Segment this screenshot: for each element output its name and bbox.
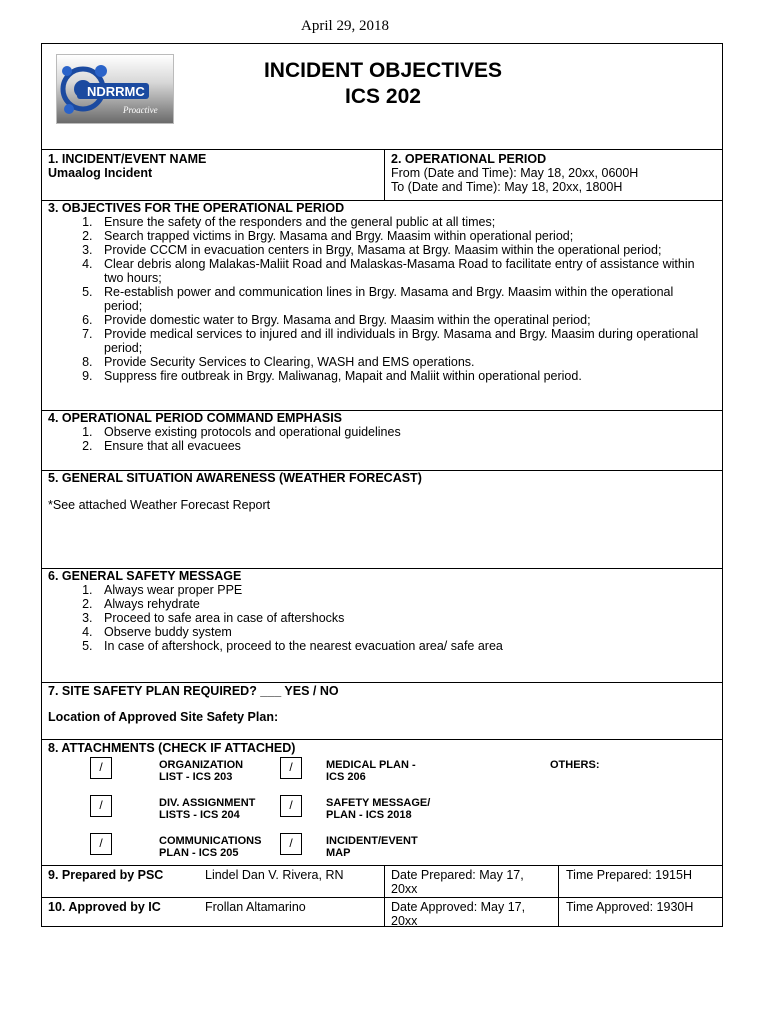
medical-plan-checkbox[interactable]: / [280,757,302,779]
time-approved: Time Approved: 1930H [566,900,694,914]
safety-message-item: 2. Always rehydrate [96,597,702,611]
incident-name-field [48,152,206,180]
incident-map-checkbox[interactable]: / [280,833,302,855]
logo-subtext: Proactive [123,105,158,115]
ndrrmc-logo [56,54,174,124]
div-assignment-line-1: DIV. ASSIGNMENT [159,797,256,809]
div-assignment-label [159,797,255,821]
date-prepared: Date Prepared: May 17, 20xx [391,868,524,896]
safety-message-list [42,583,702,653]
org-list-line-2: LIST - ICS 203 [159,771,233,783]
objectives-list [42,215,702,383]
safety-message-checkbox[interactable]: / [280,795,302,817]
objective-item: 7. Provide medical services to injured and ill individuals in Brgy. Masama and Brgy. Maasim during operational period; [96,327,702,355]
weather-forecast-note: *See attached Weather Forecast Report [48,498,271,512]
safety-message-attach-label [326,797,430,821]
document-date: April 29, 2018 [301,18,389,34]
safety-attach-line-1: SAFETY MESSAGE/ [326,797,431,809]
title-line-2: ICS 202 [345,85,421,108]
medical-plan-line-1: MEDICAL PLAN - [326,759,416,771]
operational-period-to: To (Date and Time): May 18, 20xx, 1800H [391,180,623,194]
objective-item: 1. Ensure the safety of the responders and the general public at all times; [96,215,702,229]
situation-awareness-label: 5. GENERAL SITUATION AWARENESS (WEATHER FORECAST) [48,471,422,485]
safety-message-label: 6. GENERAL SAFETY MESSAGE [48,569,242,583]
logo-text: NDRRMC [87,84,145,99]
operational-period-label: 2. OPERATIONAL PERIOD [391,152,547,166]
section-4-command-emphasis [42,410,722,470]
safety-message-item: 5. In case of aftershock, proceed to the nearest evacuation area/ safe area [96,639,702,653]
approved-by-name: Frollan Altamarino [205,900,306,914]
time-prepared: Time Prepared: 1915H [566,868,692,882]
operational-period-field [391,152,638,194]
safety-message-item: 4. Observe buddy system [96,625,702,639]
title-line-1: INCIDENT OBJECTIVES [263,59,503,82]
objective-item: 3. Provide CCCM in evacuation centers in Brgy, Masama at Brgy. Maasim within the operational period; [96,243,702,257]
section-7-site-safety-plan [42,682,722,739]
site-safety-plan-label: 7. SITE SAFETY PLAN REQUIRED? ___ YES / NO [48,684,339,698]
section-9-prepared-by [42,865,722,897]
section-3-objectives [42,200,722,410]
attachments-label: 8. ATTACHMENTS (CHECK IF ATTACHED) [48,741,296,755]
section-6-safety-message [42,568,722,682]
objective-item: 5. Re-establish power and communication lines in Brgy. Masama and Brgy. Maasim within the operational period; [96,285,702,313]
objective-item: 4. Clear debris along Malakas-Maliit Road and Malaskas-Masama Road to facilitate entry of assistance within two hours; [96,257,702,285]
incident-map-line-2: MAP [326,847,351,859]
operational-period-from: From (Date and Time): May 18, 20xx, 0600H [391,166,639,180]
prepared-by-label: 9. Prepared by PSC [48,868,164,882]
others-label: OTHERS: [550,759,600,771]
form-title [212,58,554,110]
section-8-attachments [42,739,722,865]
section-5-situation-awareness [42,470,722,568]
communications-line-2: PLAN - ICS 205 [159,847,239,859]
command-emphasis-item: 2. Ensure that all evacuees [96,439,702,453]
site-safety-plan-location: Location of Approved Site Safety Plan: [48,710,279,724]
section-1-2 [42,149,722,200]
objectives-label: 3. OBJECTIVES FOR THE OPERATIONAL PERIOD [48,201,345,215]
org-list-checkbox[interactable]: / [90,757,112,779]
incident-name-label: 1. INCIDENT/EVENT NAME [48,152,207,166]
incident-map-label [326,835,418,859]
incident-name-value: Umaalog Incident [48,166,153,180]
org-list-label [159,759,243,783]
div-assignment-checkbox[interactable]: / [90,795,112,817]
date-approved: Date Approved: May 17, 20xx [391,900,526,928]
command-emphasis-list [42,425,702,453]
objective-item: 6. Provide domestic water to Brgy. Masama and Brgy. Maasim within the operatinal period; [96,313,702,327]
objective-item: 9. Suppress fire outbreak in Brgy. Maliwanag, Mapait and Maliit within operational period. [96,369,702,383]
org-list-line-1: ORGANIZATION [159,759,244,771]
approved-by-label: 10. Approved by IC [48,900,161,914]
safety-attach-line-2: PLAN - ICS 2018 [326,809,412,821]
safety-message-item: 1. Always wear proper PPE [96,583,702,597]
objective-item: 2. Search trapped victims in Brgy. Masama and Brgy. Maasim within operational period; [96,229,702,243]
safety-message-item: 3. Proceed to safe area in case of aftershocks [96,611,702,625]
command-emphasis-item: 1. Observe existing protocols and operational guidelines [96,425,702,439]
communications-line-1: COMMUNICATIONS [159,835,262,847]
div-assignment-line-2: LISTS - ICS 204 [159,809,240,821]
ics-202-form [41,43,723,927]
section-10-approved-by [42,897,722,927]
medical-plan-label [326,759,416,783]
prepared-by-name: Lindel Dan V. Rivera, RN [205,868,344,882]
medical-plan-line-2: ICS 206 [326,771,366,783]
communications-plan-label [159,835,261,859]
communications-plan-checkbox[interactable]: / [90,833,112,855]
command-emphasis-label: 4. OPERATIONAL PERIOD COMMAND EMPHASIS [48,411,343,425]
incident-map-line-1: INCIDENT/EVENT [326,835,418,847]
objective-item: 8. Provide Security Services to Clearing, WASH and EMS operations. [96,355,702,369]
